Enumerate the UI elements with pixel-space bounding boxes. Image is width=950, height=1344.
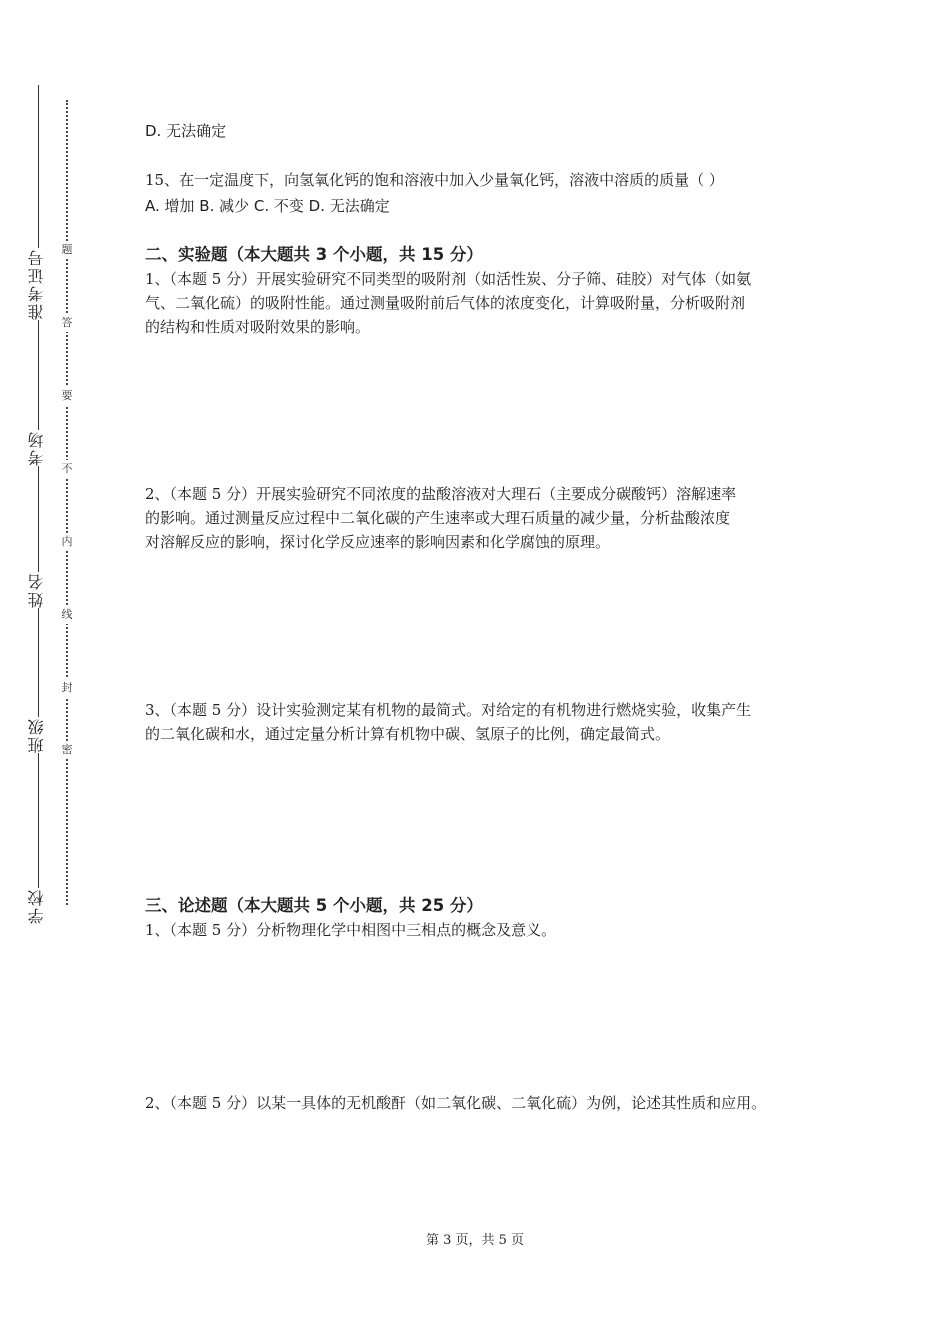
section-3-title: 三、论述题（本大题共 5 个小题，共 25 分）: [145, 896, 483, 915]
page-number: 第 3 页，共 5 页: [425, 1233, 525, 1248]
q14-option-d: D. 无法确定: [145, 122, 227, 140]
seal-char-da: 答: [60, 314, 74, 332]
essay-question-1: 1、（本题 5 分）分析物理化学中相图中三相点的概念及意义。: [145, 921, 557, 939]
seal-char-yao: 要: [60, 387, 74, 405]
field-school-label: 学校: [22, 888, 52, 924]
seal-char-bu: 不: [60, 460, 74, 478]
essay-question-2: 2、（本题 5 分）以某一具体的无机酸酐（如二氧化碳、二氧化硫）为例，论述其性质和应用。: [145, 1094, 767, 1112]
exam-content: [145, 119, 825, 1115]
seal-char-ti: 题: [60, 241, 74, 259]
field-exam-room-label: 考场: [22, 430, 52, 466]
exp-q2-line: 的影响。通过测量反应过程中二氧化碳的产生速率或大理石质量的减少量，分析盐酸浓度: [145, 509, 731, 527]
binding-solid-line: [38, 85, 39, 915]
q15-options: A. 增加 B. 减少 C. 不变 D. 无法确定: [145, 197, 390, 215]
field-exam-number-label: 准考证号: [22, 248, 52, 320]
exp-q3-line: 的二氧化碳和水，通过定量分析计算有机物中碳、氢原子的比例，确定最简式。: [145, 725, 671, 743]
exp-q3-line: 3、（本题 5 分）设计实验测定某有机物的最简式。对给定的有机物进行燃烧实验，收集产生: [145, 701, 752, 719]
seal-char-feng: 封: [60, 679, 74, 697]
exp-q2-line: 2、（本题 5 分）开展实验研究不同浓度的盐酸溶液对大理石（主要成分碳酸钙）溶解速率: [145, 485, 737, 503]
exp-question-2: [145, 482, 825, 554]
exp-q1-line: 气、二氧化硫）的吸附性能。通过测量吸附前后气体的浓度变化，计算吸附量，分析吸附剂: [145, 294, 746, 312]
section-2-title: 二、实验题（本大题共 3 个小题，共 15 分）: [145, 245, 483, 264]
binding-dotted-line: [66, 100, 68, 905]
seal-char-nei: 内: [60, 533, 74, 551]
q15-stem: 15、在一定温度下，向氢氧化钙的饱和溶液中加入少量氧化钙，溶液中溶质的质量（ ）: [145, 171, 724, 189]
seal-char-mi: 密: [60, 741, 74, 759]
exp-q2-line: 对溶解反应的影响，探讨化学反应速率的影响因素和化学腐蚀的原理。: [145, 533, 611, 551]
field-name-label: 姓名: [22, 572, 52, 608]
field-class-label: 班级: [22, 717, 52, 753]
exp-question-1: [145, 267, 825, 339]
exp-question-3: [145, 698, 825, 746]
seal-char-xian: 线: [60, 606, 74, 624]
exp-q1-line: 的结构和性质对吸附效果的影响。: [145, 318, 371, 336]
exp-q1-line: 1、（本题 5 分）开展实验研究不同类型的吸附剂（如活性炭、分子筛、硅胶）对气体（如氨: [145, 270, 752, 288]
